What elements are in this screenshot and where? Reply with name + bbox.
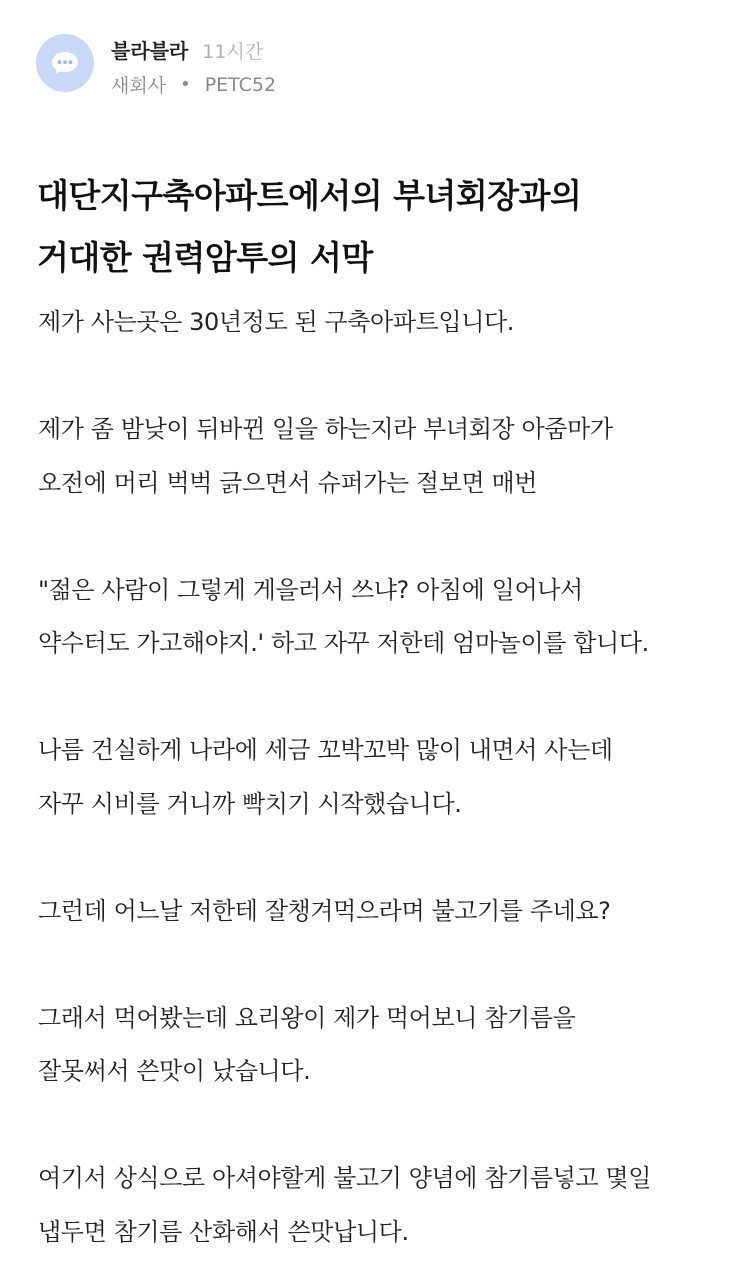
content-line: 제가 좀 밤낮이 뒤바뀐 일을 하는지라 부녀회장 아줌마가: [38, 415, 613, 443]
company-name[interactable]: 새회사: [111, 75, 167, 97]
post-time: 11시간: [202, 41, 264, 63]
content-line: 오전에 머리 벅벅 긁으면서 슈퍼가는 절보면 매번: [38, 468, 538, 497]
meta-separator: •: [180, 74, 191, 95]
post-title: [37, 165, 717, 289]
post-title-line: 대단지구축아파트에서의 부녀회장과의: [37, 176, 582, 215]
user-id: PETC52: [204, 73, 277, 96]
post-header: [36, 34, 276, 98]
content-line: 잘못써서 쓴맛이 났습니다.: [38, 1057, 311, 1085]
post-content: [38, 296, 728, 1259]
content-line: 제가 사는곳은 30년정도 된 구축아파트입니다.: [38, 308, 514, 336]
chat-bubble-icon: [50, 50, 80, 76]
post-title-line: 거대한 권력암투의 서막: [37, 238, 373, 277]
post-meta: [111, 35, 276, 98]
content-line: 자꾸 시비를 거니까 빡치기 시작했습니다.: [38, 789, 462, 818]
content-line: "젊은 사람이 그렇게 게을러서 쓰냐? 아침에 일어나서: [38, 575, 583, 604]
content-line: 약수터도 가고해야지.' 하고 자꾸 저한테 엄마놀이를 합니다.: [38, 629, 649, 657]
avatar[interactable]: [36, 34, 94, 92]
author-name[interactable]: 블라블라: [111, 39, 189, 63]
content-line: 나름 건실하게 나라에 세금 꼬박꼬박 많이 내면서 사는데: [38, 736, 613, 764]
content-line: 여기서 상식으로 아셔야할게 불고기 양념에 참기름넣고 몇일: [38, 1164, 651, 1192]
content-line: 그런데 어느날 저한테 잘챙겨먹으라며 불고기를 주네요?: [38, 896, 611, 925]
content-line: 그래서 먹어봤는데 요리왕이 제가 먹어보니 참기름을: [38, 1003, 576, 1032]
content-line: 냅두면 참기름 산화해서 쓴맛납니다.: [38, 1217, 409, 1246]
